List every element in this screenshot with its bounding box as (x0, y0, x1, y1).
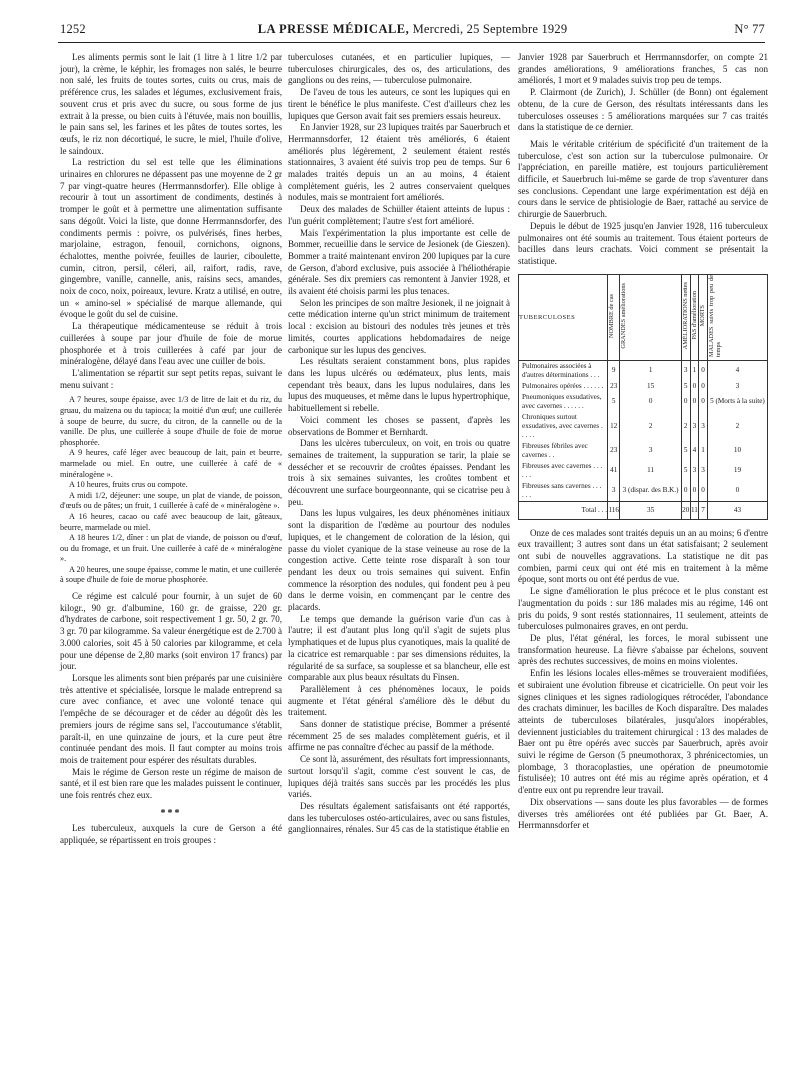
table-row (519, 461, 768, 481)
running-title (60, 22, 765, 37)
menu-item: A midi 1/2, déjeuner: une soupe, un plat de viande, de poisson, d'œufs ou de pâtes; un fruit, 1 cuillerée à café de « minéralogène ». (60, 490, 282, 511)
menu-list (60, 395, 282, 586)
issue-number: N° 77 (734, 22, 765, 36)
table-cell: 0 (699, 392, 708, 412)
paragraph: Le signe d'amélioration le plus précoce et le plus constant est l'augmentation du poids : sur 186 malades mis au régime, 146 ont pris du poids, 9 sont restés stationnaires, 11 seulement, atteints de tuberculoses pulmonaires graves, en ont perdu. (518, 586, 768, 632)
table-cell: 4 (690, 441, 699, 461)
paragraph: Deux des malades de Schüller étaient atteints de lupus : l'un guérit complètement; l'autre s'est fort amélioré. (288, 204, 510, 226)
table-row (519, 481, 768, 502)
table-cell: 0 (699, 360, 708, 381)
paragraph: Selon les principes de son maître Jesionek, il ne joignait à cette médication interne qu'un strict minimum de traitement local : excision au bistouri des nodules très jeunes et très limités, courtes applications hebdomadaires de neige carbonique sur les lupus des gencives. (288, 297, 510, 355)
table-cell: 5 (681, 461, 690, 481)
menu-item: A 18 heures 1/2, dîner : un plat de viande, de poisson ou d'œuf, ou du fromage, et un fruit. Une cuillerée à café de « minéralogène ». (60, 533, 282, 564)
paragraph: Le temps que demande la guérison varie d'un cas à l'autre; il est d'autant plus long qu'il s'agit de sujets plus lymphatiques et de lupus plus cyanotiques, mais la qualité de la cicatrice est remarquable : par ses dimensions réduites, la régularité de sa surface, sa souplesse et sa blancheur, elle est comparable aux plus beaux résultats du Finsen. (288, 613, 510, 683)
table-cell: 3 (608, 481, 620, 502)
menu-item: A 9 heures, café léger avec beaucoup de lait, pain et beurre, marmelade ou miel. En outre, une cuillerée à café de « minéralogène ». (60, 448, 282, 479)
total-cell: 11 (690, 501, 699, 519)
table-cell: 19 (707, 461, 767, 481)
paragraph: Dix observations — sans doute les plus favorables — de formes diverses très améliorées ont été publiées par Gt. Baer, A. Herrmannsdorfer et (518, 796, 768, 831)
column-header: TUBERCULOSES (519, 274, 608, 360)
issue-date: Mercredi, 25 Septembre 1929 (412, 22, 568, 36)
paragraph: Ce sont là, assurément, des résultats fort impressionnants, surtout lorsqu'il s'agit, comme c'est souvent le cas, de lupiques déjà traités sans succès par les procédés les plus variés. (288, 754, 510, 800)
section-separator: *** (160, 807, 182, 819)
row-label: Pneumoniques exsudatives, avec cavernes . . . . . . (519, 392, 608, 412)
table-cell: 3 (620, 441, 681, 461)
table-row (519, 360, 768, 381)
table-cell: 1 (699, 441, 708, 461)
table-cell: 1 (620, 360, 681, 381)
row-label: Fibreuses avec cavernes . . . . . . (519, 461, 608, 481)
paragraph: Depuis le début de 1925 jusqu'en Janvier 1928, 116 tuberculeux pulmonaires ont été soumis au traitement. Tous étaient porteurs de bacilles dans leurs crachats. Voici comment se présentait la statistique. (518, 220, 768, 266)
column-header: NOMBRE de cas (608, 274, 620, 360)
table-cell: 15 (620, 381, 681, 392)
table-cell: 11 (620, 461, 681, 481)
table-cell: 2 (681, 412, 690, 441)
table-cell: 0 (620, 392, 681, 412)
page-number: 1252 (60, 22, 86, 36)
menu-item: A 10 heures, fruits crus ou compote. (69, 480, 188, 490)
paragraph: Lorsque les aliments sont bien préparés par une cuisinière très attentive et spécialisée, lorsque le malade entreprend sa cure avec confiance, et avec une volonté tenace qui l'empêche de se décourager et de céder au dégoût dès les premiers jours de régime sans sel, l'accoutumance s'établit, paraît-il, en une quinzaine de jours, et la cure peut être continuée pendant des mois. Il faut compter au moins trois mois de traitement pour espérer des résultats durables. (60, 673, 282, 765)
column-header: PAS d'amélioration (690, 274, 699, 360)
table-row (519, 392, 768, 412)
menu-item: A 7 heures, soupe épaisse, avec 1/3 de litre de lait et du riz, du gruau, du maïzena ou du tapioca; la moitié d'un œuf; une cuillerée à soupe de beurre, du sucre, du citron, de la cannelle ou de la vanille. De plus, une cuillerée à soupe d'huile de foie de morue phosphorée. (60, 395, 282, 447)
table-total-row (519, 501, 768, 519)
total-cell: 20 (681, 501, 690, 519)
menu-item: A 16 heures, cacao ou café avec beaucoup de lait, gâteaux, beurre, marmelade ou miel. (60, 511, 282, 532)
table-header-row (519, 274, 768, 360)
table-cell: 3 (699, 412, 708, 441)
paragraph: Onze de ces malades sont traités depuis un an au moins; 6 d'entre eux travaillent; 3 autres sont dans un état satisfaisant; 2 seulement ont subi de nouvelles aggravations. La statistique ne dit pas combien, parmi ceux qui ont été mis en traitement à la même époque, sont morts ou ont été perdus de vue. (518, 527, 768, 585)
column-header: MORTS (699, 274, 708, 360)
menu-item: A 20 heures, une soupe épaisse, comme le matin, et une cuillerée à soupe d'huile de foie de morue phosphorée. (60, 564, 282, 585)
column-header: GRANDES améliorations (620, 274, 681, 360)
page-header (60, 22, 765, 44)
row-label: Pulmonaires associées à d'autres déterminations . . . (519, 360, 608, 381)
paragraph: Janvier 1928 par Sauerbruch et Herrmannsdorfer, on compte 21 grandes améliorations, 9 améliorations franches, 5 cas non améliorés, 1 mort et 9 malades suivis trop peu de temps. (518, 52, 768, 86)
table-cell: 23 (608, 381, 620, 392)
paragraph: Les aliments permis sont le lait (1 litre à 1 litre 1/2 par jour), la crème, le képhir, les fromages non salés, le beurre non salé, les fruits de toutes sortes, cuits ou crus, mais de préférence crus, les salades et légumes, exclusivement frais, souvent crus et pris avec du sucre, ou sous forme de jus extrait à la presse, ou bien cuits à l'étuvée, mais non bouillis, le pain sans sel, les farines et les pâtes de toutes sortes, les œufs, le riz non décortiqué, le sucre, le miel, l'huile d'olive, le saindoux. (60, 52, 282, 156)
paragraph: Les tuberculeux, auxquels la cure de Gerson a été appliquée, se répartissent en trois groupes : (60, 823, 282, 846)
paragraph: tuberculoses cutanées, et en particulier lupiques, — tuberculoses chirurgicales, des os, des articulations, des ganglions ou des reins, — tuberculose pulmonaire. (288, 52, 510, 86)
paragraph: Mais l'expérimentation la plus importante est celle de Bommer, recueillie dans le service de Jesionek (de Gieszen). Bommer a traité maintenant environ 200 lupiques par la cure de Gerson, d'abord exclusive, puis associée à l'héliothérapie générale. Ses dix premiers cas remontent à Janvier 1928, et ils avaient été choisis parmi les plus tenaces. (288, 227, 510, 297)
table-row (519, 381, 768, 392)
row-label: Fibreuses sans cavernes . . . . . . (519, 481, 608, 502)
table-cell: 3 (681, 360, 690, 381)
paragraph: Parallèlement à ces phénomènes locaux, le poids augmente et l'état général s'améliore dès le début du traitement. (288, 683, 510, 718)
table-row (519, 441, 768, 461)
column-3 (518, 52, 768, 832)
table-cell: 3 (690, 461, 699, 481)
header-rule (58, 42, 765, 43)
row-label: Chroniques surtout exsudatives, avec cavernes . . . . . (519, 412, 608, 441)
column-2 (288, 52, 510, 836)
row-label: Fibreuses fébriles avec cavernes . . (519, 441, 608, 461)
paragraph: Ce régime est calculé pour fournir, à un sujet de 60 kilogr., 90 gr. d'albumine, 160 gr. de graisse, 220 gr. d'hydrates de carbone, soit respectivement 1 gr. 50, 2 gr. 70, 3 gr. 70 par kilogramme. Sa valeur énergétique est de 2.700 à 3.000 calories, soit 45 à 50 calories par kilogramme, et cela pour une dépense de 2,80 marks (soit environ 17 francs) par jour. (60, 591, 282, 672)
table-cell: 23 (608, 441, 620, 461)
paragraph: De l'aveu de tous les auteurs, ce sont les lupiques qui en tirent le bénéfice le plus manifeste. C'est d'ailleurs chez les lupiques que Gerson avait fait ses premiers essais heureux. (288, 87, 510, 121)
table-cell: 3 (699, 461, 708, 481)
column-1 (60, 52, 282, 847)
table-cell: 9 (608, 360, 620, 381)
paragraph: Dans les lupus vulgaires, les deux phénomènes initiaux sont la disparition de l'œdème au pourtour des nodules lupiques, et le changement de coloration de la lésion, qui passe du violet cyanique de la stase veineuse au rose de la congestion active. Cette teinte rose disparaît à son tour pendant les deux ou trois semaines qui suivent. Enfin commence la résorption des nodules, qui fondent peu à peu dans le derme voisin, en commençant par le centre des placards. (288, 508, 510, 613)
table-cell: 0 (690, 392, 699, 412)
total-cell: 43 (707, 501, 767, 519)
table-cell: 2 (707, 412, 767, 441)
paragraph: Sans donner de statistique précise, Bommer a présenté récemment 25 de ses malades complètement guéris, et il affirme ne pas connaître d'échec au passif de la méthode. (288, 719, 510, 753)
paragraph: Mais le régime de Gerson reste un régime de maison de santé, et il est bien rare que les malades puissent le continuer, une fois rentrés chez eux. (60, 766, 282, 801)
table-cell: 1 (690, 360, 699, 381)
paragraph: De plus, l'état général, les forces, le moral subissent une transformation heureuse. La fièvre s'abaisse par échelons, souvent après des rechutes successives, de moins en moins violentes. (518, 632, 768, 667)
column-header: MALADES suivis trop peu de temps (707, 274, 767, 360)
paragraph: L'alimentation se répartit sur sept petits repas, suivant le menu suivant : (60, 367, 282, 390)
journal-name: LA PRESSE MÉDICALE, (257, 22, 410, 36)
table-cell: 0 (690, 481, 699, 502)
table-cell: 4 (707, 360, 767, 381)
column-header: AMÉLIORATIONS nettes (681, 274, 690, 360)
table-cell: 0 (690, 381, 699, 392)
paragraph: Des résultats également satisfaisants ont été rapportés, dans les tuberculoses ostéo-articulaires, avec ou sans fistules, ganglionnaires, rénales. Sur 45 cas de la statistique établie en (288, 801, 510, 835)
statistics-table (518, 274, 768, 520)
row-label: Pulmonaires opérées . . . . . . (519, 381, 608, 392)
table-cell: 0 (681, 392, 690, 412)
table-cell: 0 (699, 481, 708, 502)
paragraph: Voici comment les choses se passent, d'après les observations de Bommer et Bernhardt. (288, 414, 510, 437)
table-cell: 3 (690, 412, 699, 441)
table-row (519, 412, 768, 441)
table-cell: 41 (608, 461, 620, 481)
paragraph: La thérapeutique médicamenteuse se réduit à trois cuillerées à soupe par jour d'huile de foie de morue phosphorée et à trois cuillerées à café par jour de minéralogène, délayé dans l'eau avec une cuiller de bois. (60, 321, 282, 367)
total-cell: 35 (620, 501, 681, 519)
paragraph: Les résultats seraient constamment bons, plus rapides dans les lupus ulcérés ou œdémateux, plus lents, mais cependant très beaux, dans les lupus nodulaires, dans les lupus des muqueuses, et même dans le lupus hypertrophique, habituellement si rebelle. (288, 356, 510, 414)
table-cell: 2 (620, 412, 681, 441)
table-cell: 3 (dispar. des B.K.) (620, 481, 681, 502)
paragraph: En Janvier 1928, sur 23 lupiques traités par Sauerbruch et Herrmannsdorfer, 12 étaient très améliorés, 6 étaient améliorés plus légèrement, 2 seulement étaient restés stationnaires, 3 avaient été suivis trop peu de temps. Sur 6 malades traités depuis un an au moins, 4 étaient complètement guéris, les 2 autres conservaient quelques nodules, mais se montraient fort améliorés. (288, 122, 510, 203)
table-cell: 0 (699, 381, 708, 392)
total-cell: 7 (699, 501, 708, 519)
table-cell: 12 (608, 412, 620, 441)
table-cell: 3 (707, 381, 767, 392)
table-cell: 0 (681, 481, 690, 502)
table-cell: 5 (608, 392, 620, 412)
table-cell: 5 (681, 441, 690, 461)
paragraph: Dans les ulcères tuberculeux, on voit, en trois ou quatre semaines de traitement, la suppuration se tarir, la plaie se dessécher et se recouvrir de croûtes épaisses. Pendant les trois à six semaines suivantes, les croûtes tombent et découvrent une surface bourgeonnante, qui se cicatrise peu à peu. (288, 438, 510, 507)
total-cell: 116 (608, 501, 620, 519)
table-cell: 0 (707, 481, 767, 502)
paragraph: Mais le véritable critérium de spécificité d'un traitement de la tuberculose, c'est son action sur la tuberculose pulmonaire. Or l'appréciation, en pareille matière, est toujours particulièrement difficile, et Sauerbruch lui-même se garde de trop s'aventurer dans ses conclusions. Cependant une large expérimentation est déjà en cours dans le service de phtisiologie de Baer, rattaché au service de chirurgie de Sauerbruch. (518, 138, 768, 220)
paragraph: Enfin les lésions locales elles-mêmes se trouveraient modifiées, et subiraient une évolution fibreuse et cicatricielle. On peut voir les signes cliniques et les signes radiologiques rétrocéder, l'abondance des crachats diminuer, les bacilles de Koch disparaître. Des malades atteints de tuberculoses bilatérales, jusqu'alors inopérables, deviennent justiciables du traitement chirurgical : 13 des malades de Baer ont pu être opérés avec succès par Sauerbruch, après avoir suivi le régime de Gerson (5 pneumothorax, 3 phrénicectomies, un plombage, 3 thoracoplasties, une opération de pneumotomie fistulisée); 10 autres ont été mis au régime après opération, et 4 d'entre eux ont pu reprendre leur travail. (518, 668, 768, 796)
paragraph: P. Clairmont (de Zurich), J. Schüller (de Bonn) ont également obtenu, de la cure de Gerson, des résultats intéressants dans les tuberculoses osseuses : 5 améliorations marquées sur 7 cas traités dans la statistique de ce dernier. (518, 87, 768, 133)
total-label: Total . . . (519, 501, 608, 519)
table-cell: 10 (707, 441, 767, 461)
paragraph: La restriction du sel est telle que les éliminations urinaires en chlorures ne dépassent pas une moyenne de 2 gr 7 par vingt-quatre heures (Herrmannsdorfer). Elle oblige à recourir à tout un assortiment de condiments, destinés à tromper le goût et à permettre une alimentation suffisante sans dégoût. Voici la liste, que donne Herrmannsdorfer, des condiments permis : poivre, os pulvérisés, fines herbes, marjolaine, estragon, fenouil, cornichons, oignons, échalottes, menthe poivrée, feuilles de laurier, ciboulette, cumin, citron, persil, céleri, ail, raifort, radis, rave, gingembre, vanille, cannelle, anis, raisins secs, amandes, noix de coco, noix, poireaux, levure. Kratz a utilisé, en outre, un « amino-sel » spécialisé de marque allemande, qui évoque le goût du sel de cuisine. (60, 157, 282, 320)
table-cell: 5 (Morts à la suite) (707, 392, 767, 412)
table-cell: 5 (681, 381, 690, 392)
